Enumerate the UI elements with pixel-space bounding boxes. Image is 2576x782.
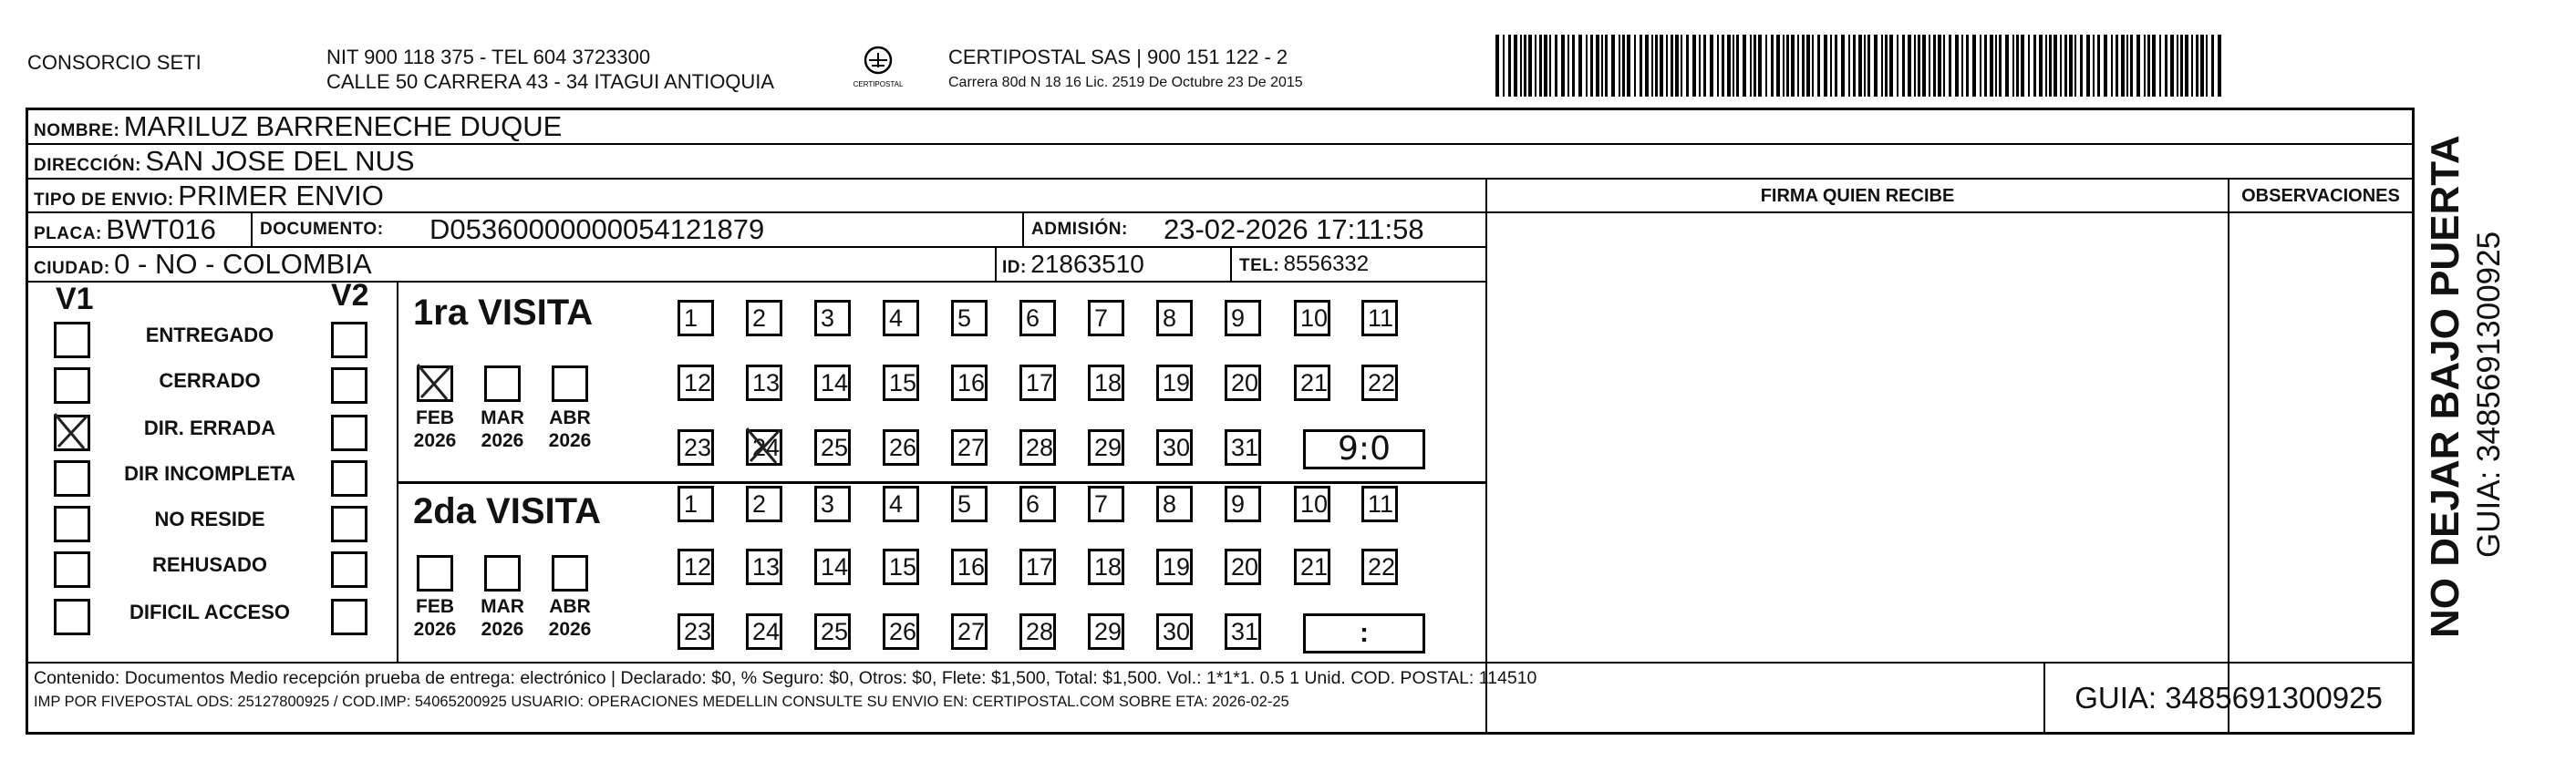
admision-value: 23-02-2026 17:11:58 xyxy=(1164,213,1424,245)
status-label: DIR. ERRADA xyxy=(143,417,276,439)
barcode-bar xyxy=(2136,35,2140,97)
barcode-bar xyxy=(2165,35,2167,97)
day-box[interactable]: 25 xyxy=(814,429,851,466)
barcode-bar xyxy=(1675,35,1679,97)
barcode-bar xyxy=(2200,35,2204,97)
row-nombre xyxy=(28,110,2412,145)
day-box[interactable]: 13 xyxy=(746,365,782,401)
firma-label: FIRMA QUIEN RECIBE xyxy=(1487,180,2228,213)
direccion-label: DIRECCIÓN: xyxy=(34,156,141,175)
month-checkbox[interactable] xyxy=(552,365,588,402)
barcode-bar xyxy=(1966,35,1969,97)
day-box[interactable]: 3 xyxy=(814,486,851,522)
v2-checkbox[interactable] xyxy=(331,367,367,404)
barcode-bar xyxy=(1666,35,1668,97)
company-name: CONSORCIO SETI xyxy=(27,51,202,74)
barcode-bar xyxy=(2185,35,2188,97)
barcode-bar xyxy=(1943,35,1945,97)
month-checkbox[interactable] xyxy=(552,555,588,592)
barcode-bar xyxy=(1681,35,1682,97)
barcode-bar xyxy=(1539,35,1542,97)
v1-checkbox[interactable] xyxy=(54,322,90,358)
day-box[interactable]: 15 xyxy=(883,549,919,585)
day-box[interactable]: 1 xyxy=(678,300,714,336)
status-label: ENTREGADO xyxy=(145,324,274,346)
day-box[interactable]: 27 xyxy=(951,429,988,466)
month-name: FEB xyxy=(416,596,454,617)
barcode-bar xyxy=(1980,35,1981,97)
day-box[interactable]: 9 xyxy=(1225,300,1261,336)
guia-box: GUIA: 3485691300925 xyxy=(2074,681,2383,715)
barcode-bar xyxy=(2033,35,2036,97)
barcode-bar xyxy=(2152,35,2156,97)
certipostal-logo xyxy=(853,42,904,93)
day-box[interactable]: 30 xyxy=(1156,429,1193,466)
barcode-bar xyxy=(1627,35,1630,97)
barcode-bar xyxy=(1791,35,1795,97)
day-box[interactable]: 17 xyxy=(1019,549,1056,585)
day-box[interactable]: 26 xyxy=(883,429,919,466)
barcode-bar xyxy=(1722,35,1724,97)
barcode-bar xyxy=(1605,35,1608,97)
barcode-bar xyxy=(2159,35,2161,97)
barcode-bar xyxy=(1999,35,2002,97)
barcode-bar xyxy=(2060,35,2062,97)
row-placa xyxy=(28,213,1485,248)
v1-checkbox[interactable] xyxy=(54,367,90,404)
v1-checkbox[interactable] xyxy=(54,551,90,588)
ciudad-value: 0 - NO - COLOMBIA xyxy=(114,248,372,280)
day-box[interactable]: 10 xyxy=(1294,300,1330,336)
day-box[interactable]: 6 xyxy=(1019,300,1056,336)
barcode-bar xyxy=(2218,35,2221,97)
first-visit-title: 1ra VISITA xyxy=(413,293,594,333)
barcode-bar xyxy=(1918,35,1920,97)
documento-label: DOCUMENTO: xyxy=(260,220,384,239)
day-box[interactable]: 18 xyxy=(1088,365,1124,401)
license-line: Carrera 80d N 18 16 Lic. 2519 De Octubre 23 De 2015 xyxy=(948,75,1303,90)
barcode-bar xyxy=(1961,35,1963,97)
barcode-bar xyxy=(1640,35,1642,97)
barcode-bar xyxy=(1864,35,1866,97)
barcode-bar xyxy=(1508,35,1511,97)
month-name: MAR xyxy=(481,596,524,617)
day-box[interactable]: 10 xyxy=(1294,486,1330,522)
barcode-bar xyxy=(2054,35,2057,97)
barcode-bar xyxy=(1797,35,1799,97)
barcode-bar xyxy=(2206,35,2208,97)
barcode-bar xyxy=(1645,35,1649,97)
barcode-bar xyxy=(2144,35,2146,97)
barcode-bar xyxy=(2039,35,2043,97)
side-warning: NO DEJAR BAJO PUERTA xyxy=(2423,135,2467,638)
row-ciudad xyxy=(28,248,1485,283)
barcode-bar xyxy=(2097,35,2100,97)
barcode-bar xyxy=(1686,35,1689,97)
row-tipo xyxy=(28,180,1485,213)
day-box[interactable]: 21 xyxy=(1294,365,1330,401)
status-label: DIFICIL ACCESO xyxy=(129,601,290,623)
day-box[interactable]: 15 xyxy=(883,365,919,401)
day-box[interactable]: 28 xyxy=(1019,613,1056,650)
month-year: 2026 xyxy=(481,619,524,640)
second-visit-time[interactable]: : xyxy=(1303,613,1425,653)
day-box[interactable]: 31 xyxy=(1225,429,1261,466)
barcode-bar xyxy=(2080,35,2083,97)
barcode-bar xyxy=(1949,35,1951,97)
barcode-bar xyxy=(1841,35,1845,97)
day-box[interactable]: 30 xyxy=(1156,613,1193,650)
barcode-bar xyxy=(1590,35,1593,97)
barcode-bar xyxy=(1984,35,1987,97)
barcode-bar xyxy=(1802,35,1805,97)
day-box[interactable]: 13 xyxy=(746,549,782,585)
day-box[interactable]: 20 xyxy=(1225,365,1261,401)
day-box[interactable]: 26 xyxy=(883,613,919,650)
barcode-bar xyxy=(1622,35,1625,97)
second-visit-title: 2da VISITA xyxy=(413,491,601,531)
barcode-bar xyxy=(1817,35,1820,97)
v1-checkbox[interactable] xyxy=(54,460,90,497)
barcode-bar xyxy=(2170,35,2174,97)
barcode xyxy=(1495,35,2225,98)
barcode-bar xyxy=(1754,35,1756,97)
imp-line: IMP POR FIVEPOSTAL ODS: 25127800925 / COD.IMP: 54065200925 USUARIO: OPERACIONES MEDELLIN CONSULTE SU ENVIO EN: CERTIPOSTAL.COM SOBRE ETA: 2026-02-25 xyxy=(34,694,1289,710)
day-box[interactable]: 31 xyxy=(1225,613,1261,650)
ciudad-label: CIUDAD: xyxy=(34,259,110,278)
barcode-bar xyxy=(2177,35,2178,97)
month-label xyxy=(475,595,530,641)
barcode-bar xyxy=(1601,35,1603,97)
barcode-bar xyxy=(2012,35,2014,97)
day-box[interactable]: 24 xyxy=(746,429,782,466)
placa-value: BWT016 xyxy=(106,213,216,245)
v2-checkbox[interactable] xyxy=(331,415,367,451)
barcode-bar xyxy=(1528,35,1532,97)
certipostal-line: CERTIPOSTAL SAS | 900 151 122 - 2 xyxy=(948,46,1288,68)
day-box[interactable]: 22 xyxy=(1361,549,1398,585)
barcode-bar xyxy=(1717,35,1719,97)
placa-label: PLACA: xyxy=(34,224,102,243)
barcode-bar xyxy=(1703,35,1706,97)
barcode-bar xyxy=(1572,35,1575,97)
day-box[interactable]: 21 xyxy=(1294,549,1330,585)
barcode-bar xyxy=(1555,35,1557,97)
tipo-label: TIPO DE ENVIO: xyxy=(34,190,174,210)
month-label xyxy=(543,595,597,641)
barcode-bar xyxy=(1634,35,1636,97)
barcode-bar xyxy=(2126,35,2128,97)
day-box[interactable]: 14 xyxy=(814,549,851,585)
barcode-bar xyxy=(1867,35,1870,97)
day-box[interactable]: 24 xyxy=(746,613,782,650)
v2-header: V2 xyxy=(331,278,369,313)
day-box[interactable]: 18 xyxy=(1088,549,1124,585)
month-name: ABR xyxy=(549,407,591,428)
barcode-bar xyxy=(2180,35,2183,97)
month-label xyxy=(475,406,530,452)
barcode-bar xyxy=(1776,35,1780,97)
nit-line: NIT 900 118 375 - TEL 604 3723300 xyxy=(326,46,651,68)
day-box[interactable]: 8 xyxy=(1156,486,1193,522)
day-box[interactable]: 5 xyxy=(951,486,988,522)
day-box[interactable]: 23 xyxy=(678,613,714,650)
barcode-bar xyxy=(1544,35,1547,97)
v1-checkbox[interactable] xyxy=(54,599,90,635)
barcode-bar xyxy=(1765,35,1767,97)
day-box[interactable]: 2 xyxy=(746,300,782,336)
v1-checkbox[interactable] xyxy=(54,506,90,542)
barcode-bar xyxy=(1651,35,1653,97)
v2-checkbox[interactable] xyxy=(331,322,367,358)
barcode-bar xyxy=(2196,35,2198,97)
barcode-bar xyxy=(1535,35,1536,97)
barcode-bar xyxy=(1733,35,1734,97)
barcode-bar xyxy=(1660,35,1663,97)
barcode-bar xyxy=(1727,35,1731,97)
month-year: 2026 xyxy=(413,619,457,640)
barcode-bar xyxy=(1771,35,1774,97)
barcode-bar xyxy=(1897,35,1898,97)
day-box[interactable]: 11 xyxy=(1361,486,1398,522)
barcode-bar xyxy=(2074,35,2076,97)
barcode-bar xyxy=(2069,35,2073,97)
day-box[interactable]: 19 xyxy=(1156,549,1193,585)
barcode-bar xyxy=(1824,35,1827,97)
day-box[interactable]: 12 xyxy=(678,549,714,585)
barcode-bar xyxy=(1549,35,1551,97)
month-checkbox[interactable] xyxy=(484,365,521,402)
barcode-bar xyxy=(2093,35,2095,97)
tel-value: 8556332 xyxy=(1283,252,1370,276)
barcode-bar xyxy=(1586,35,1588,97)
barcode-bar xyxy=(1990,35,1993,97)
v2-checkbox[interactable] xyxy=(331,460,367,497)
day-box[interactable]: 8 xyxy=(1156,300,1193,336)
barcode-bar xyxy=(1812,35,1814,97)
contents-line: Contenido: Documentos Medio recepción prueba de entrega: electrónico | Declarado: $0, % Seguro: $0, Otros: $0, Flete: $1,500, Total: $1,500. Vol.: 1*1*1. 0.5 1 Unid. COD. POSTAL: 114510 xyxy=(34,668,1537,688)
barcode-bar xyxy=(1758,35,1762,97)
barcode-bar xyxy=(1783,35,1785,97)
barcode-bar xyxy=(1995,35,1997,97)
form-frame xyxy=(26,108,2415,735)
barcode-bar xyxy=(2111,35,2113,97)
barcode-bar xyxy=(2028,35,2030,97)
day-box[interactable]: 7 xyxy=(1088,486,1124,522)
svg-text:CERTIPOSTAL: CERTIPOSTAL xyxy=(853,80,904,88)
v1-header: V1 xyxy=(56,282,94,316)
day-box[interactable]: 7 xyxy=(1088,300,1124,336)
barcode-bar xyxy=(1671,35,1673,97)
barcode-bar xyxy=(1750,35,1752,97)
barcode-bar xyxy=(1885,35,1888,97)
month-checkbox[interactable] xyxy=(484,555,521,592)
day-box[interactable]: 3 xyxy=(814,300,851,336)
barcode-bar xyxy=(1933,35,1936,97)
day-box[interactable]: 25 xyxy=(814,613,851,650)
month-label xyxy=(408,595,462,641)
barcode-bar xyxy=(1611,35,1615,97)
barcode-bar xyxy=(2121,35,2125,97)
barcode-bar xyxy=(1922,35,1926,97)
barcode-bar xyxy=(1524,35,1526,97)
barcode-bar xyxy=(1908,35,1911,97)
id-value: 21863510 xyxy=(1030,250,1144,278)
v2-checkbox[interactable] xyxy=(331,551,367,588)
status-label: CERRADO xyxy=(159,369,261,392)
barcode-bar xyxy=(1955,35,1959,97)
v2-checkbox[interactable] xyxy=(331,506,367,542)
barcode-bar xyxy=(2130,35,2133,97)
barcode-bar xyxy=(1655,35,1658,97)
barcode-bar xyxy=(2147,35,2150,97)
barcode-bar xyxy=(1889,35,1893,97)
barcode-bar xyxy=(1881,35,1883,97)
day-box[interactable]: 9 xyxy=(1225,486,1261,522)
month-year: 2026 xyxy=(548,430,592,451)
nombre-value: MARILUZ BARRENECHE DUQUE xyxy=(123,110,563,142)
day-box[interactable]: 14 xyxy=(814,365,851,401)
observaciones-label: OBSERVACIONES xyxy=(2229,180,2412,213)
barcode-bar xyxy=(1692,35,1696,97)
barcode-bar xyxy=(2049,35,2052,97)
first-visit-time[interactable]: 9:0 xyxy=(1303,429,1425,469)
month-checkbox[interactable] xyxy=(417,365,453,402)
barcode-bar xyxy=(1495,35,1499,97)
id-label: ID: xyxy=(1002,258,1027,277)
barcode-bar xyxy=(1914,35,1916,97)
barcode-bar xyxy=(2116,35,2118,97)
month-year: 2026 xyxy=(413,430,457,451)
day-box[interactable]: 23 xyxy=(678,429,714,466)
barcode-bar xyxy=(1858,35,1862,97)
barcode-bar xyxy=(2045,35,2047,97)
v1-checkbox[interactable] xyxy=(54,415,90,451)
barcode-bar xyxy=(1736,35,1739,97)
address-line: CALLE 50 CARRERA 43 - 34 ITAGUI ANTIOQUIA xyxy=(326,70,775,93)
barcode-bar xyxy=(1619,35,1620,97)
admision-label: ADMISIÓN: xyxy=(1031,220,1128,239)
barcode-bar xyxy=(1567,35,1569,97)
x-check-mark xyxy=(414,361,456,403)
day-box[interactable]: 27 xyxy=(951,613,988,650)
month-name: ABR xyxy=(549,596,591,617)
barcode-bar xyxy=(2005,35,2009,97)
month-year: 2026 xyxy=(548,619,592,640)
barcode-bar xyxy=(1743,35,1746,97)
barcode-bar xyxy=(1972,35,1976,97)
tel-label: TEL: xyxy=(1239,256,1280,275)
barcode-bar xyxy=(1830,35,1832,97)
barcode-bar xyxy=(1806,35,1810,97)
day-box[interactable]: 19 xyxy=(1156,365,1193,401)
x-check-mark xyxy=(743,425,785,467)
day-box[interactable]: 2 xyxy=(746,486,782,522)
side-guia: GUIA: 3485691300925 xyxy=(2471,231,2507,558)
nombre-label: NOMBRE: xyxy=(34,121,120,140)
direccion-value: SAN JOSE DEL NUS xyxy=(145,145,415,177)
day-box[interactable]: 4 xyxy=(883,486,919,522)
month-name: MAR xyxy=(481,407,524,428)
status-label: NO RESIDE xyxy=(154,508,265,530)
day-box[interactable]: 28 xyxy=(1019,429,1056,466)
barcode-bar xyxy=(1786,35,1789,97)
barcode-bar xyxy=(2016,35,2019,97)
barcode-bar xyxy=(2086,35,2090,97)
v2-checkbox[interactable] xyxy=(331,599,367,635)
day-box[interactable]: 6 xyxy=(1019,486,1056,522)
barcode-bar xyxy=(1503,35,1505,97)
row-direccion xyxy=(28,145,2412,180)
barcode-bar xyxy=(1596,35,1599,97)
barcode-bar xyxy=(1929,35,1930,97)
barcode-bar xyxy=(2191,35,2193,97)
day-box[interactable]: 5 xyxy=(951,300,988,336)
day-box[interactable]: 17 xyxy=(1019,365,1056,401)
status-label: REHUSADO xyxy=(152,553,267,576)
barcode-bar xyxy=(1835,35,1837,97)
barcode-bar xyxy=(2064,35,2067,97)
month-label xyxy=(408,406,462,452)
day-box[interactable]: 4 xyxy=(883,300,919,336)
barcode-bar xyxy=(1578,35,1582,97)
barcode-bar xyxy=(2211,35,2214,97)
barcode-bar xyxy=(1874,35,1878,97)
barcode-bar xyxy=(1520,35,1522,97)
barcode-bar xyxy=(1699,35,1701,97)
barcode-bar xyxy=(1710,35,1713,97)
month-label xyxy=(543,406,597,452)
barcode-bar xyxy=(1853,35,1856,97)
day-box[interactable]: 1 xyxy=(678,486,714,522)
month-checkbox[interactable] xyxy=(417,555,453,592)
barcode-bar xyxy=(2021,35,2024,97)
x-check-mark xyxy=(51,410,93,452)
month-year: 2026 xyxy=(481,430,524,451)
barcode-bar xyxy=(1848,35,1850,97)
documento-value: D05360000000054121879 xyxy=(429,213,765,245)
day-box[interactable]: 29 xyxy=(1088,429,1124,466)
day-box[interactable]: 16 xyxy=(951,365,988,401)
status-label: DIR INCOMPLETA xyxy=(124,462,295,485)
day-box[interactable]: 11 xyxy=(1361,300,1398,336)
tipo-value: PRIMER ENVIO xyxy=(178,179,384,211)
day-box[interactable]: 29 xyxy=(1088,613,1124,650)
barcode-bar xyxy=(1902,35,1905,97)
day-box[interactable]: 12 xyxy=(678,365,714,401)
barcode-bar xyxy=(2104,35,2107,97)
day-box[interactable]: 22 xyxy=(1361,365,1398,401)
day-box[interactable]: 20 xyxy=(1225,549,1261,585)
day-box[interactable]: 16 xyxy=(951,549,988,585)
barcode-bar xyxy=(1514,35,1517,97)
month-name: FEB xyxy=(416,407,454,428)
barcode-bar xyxy=(1938,35,1941,97)
barcode-bar xyxy=(1561,35,1565,97)
